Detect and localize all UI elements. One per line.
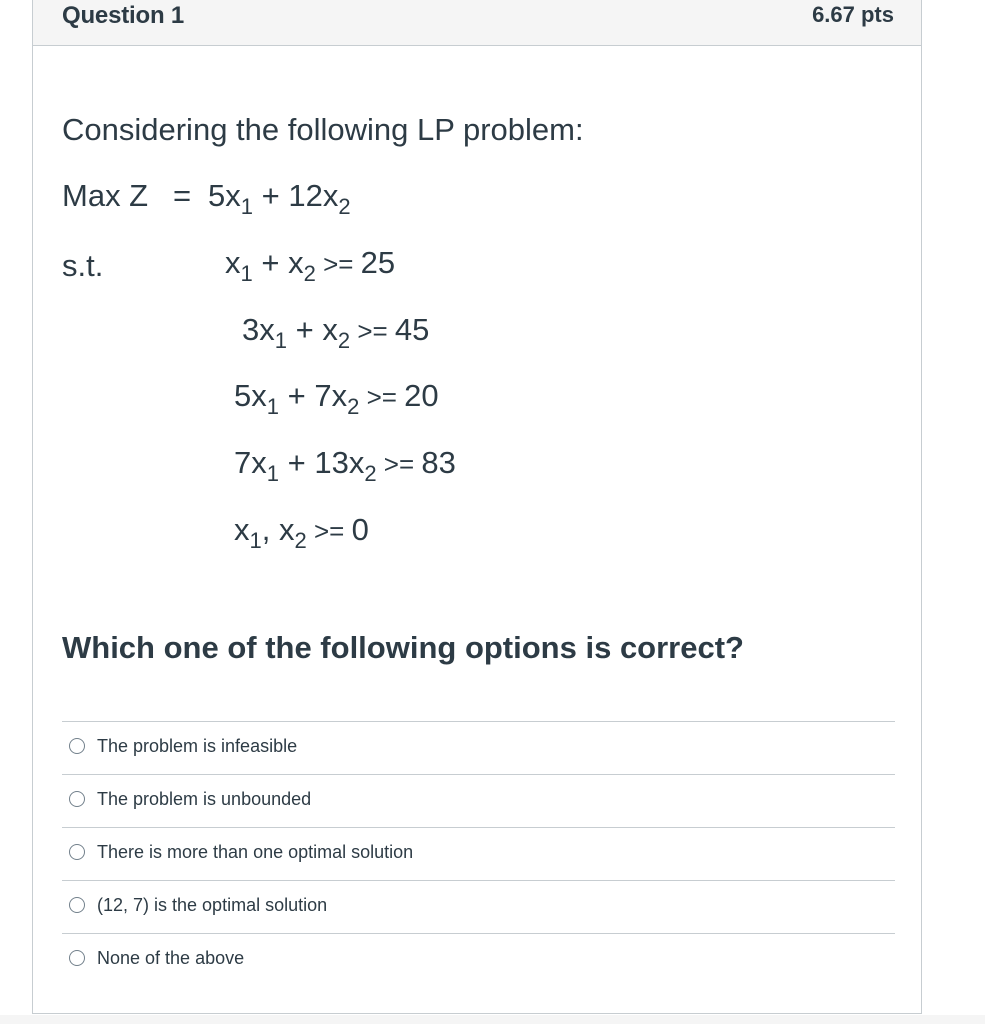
constraint-5-rhs: 0 bbox=[351, 512, 369, 547]
constraint-3 bbox=[234, 378, 439, 419]
constraint-2-sub-b: 2 bbox=[337, 328, 351, 353]
objective-term-1: 5x bbox=[208, 178, 241, 213]
constraint-4-rhs: 83 bbox=[421, 445, 456, 480]
answer-label[interactable]: (12, 7) is the optimal solution bbox=[97, 895, 328, 915]
constraint-2 bbox=[242, 312, 430, 353]
objective-term-2: 12x bbox=[288, 178, 339, 213]
constraint-3-relation: >= bbox=[359, 382, 405, 412]
constraint-2-rhs: 45 bbox=[394, 312, 430, 347]
answer-label[interactable]: The problem is unbounded bbox=[97, 789, 312, 809]
page-margin-right bbox=[923, 0, 985, 1024]
constraint-3-term-b: 7x bbox=[314, 378, 348, 413]
constraint-2-sub-a: 1 bbox=[274, 328, 287, 353]
question-points: 6.67 pts bbox=[812, 2, 894, 27]
answer-option-none-of-above[interactable] bbox=[62, 933, 895, 986]
constraint-1-term-a: x bbox=[225, 245, 241, 280]
answer-option-multiple-optima[interactable] bbox=[62, 827, 895, 880]
constraint-2-operator: + bbox=[287, 312, 323, 347]
question-card bbox=[32, 0, 922, 1014]
question-title: Question 1 bbox=[62, 2, 185, 29]
objective-equals: = bbox=[173, 178, 192, 213]
constraint-5-sub-b: 2 bbox=[294, 528, 307, 553]
question-header bbox=[33, 0, 921, 46]
constraint-3-sub-a: 1 bbox=[266, 394, 279, 419]
constraint-5-operator: , bbox=[261, 512, 279, 547]
constraint-3-term-a: 5x bbox=[234, 378, 267, 413]
radio-unchecked-icon[interactable] bbox=[69, 738, 85, 754]
problem-intro: Considering the following LP problem: bbox=[62, 112, 584, 147]
constraint-3-operator: + bbox=[279, 378, 315, 413]
constraint-1-operator: + bbox=[252, 245, 289, 280]
constraint-3-rhs: 20 bbox=[404, 378, 439, 413]
objective-operator: + bbox=[253, 178, 289, 213]
answer-label[interactable]: There is more than one optimal solution bbox=[97, 842, 414, 862]
constraint-4-term-a: 7x bbox=[234, 445, 267, 480]
constraint-5 bbox=[234, 512, 369, 553]
constraint-4-operator: + bbox=[279, 445, 315, 480]
constraint-2-relation: >= bbox=[350, 316, 395, 346]
constraint-4-sub-a: 1 bbox=[266, 461, 279, 486]
constraint-3-sub-b: 2 bbox=[347, 394, 360, 419]
constraint-5-relation: >= bbox=[306, 516, 352, 546]
answer-option-infeasible[interactable] bbox=[62, 721, 895, 774]
constraint-5-term-b: x bbox=[278, 512, 295, 547]
subject-to-label: s.t. bbox=[62, 248, 104, 283]
answer-option-unbounded[interactable] bbox=[62, 774, 895, 827]
constraint-4-term-b: 13x bbox=[314, 445, 365, 480]
radio-unchecked-icon[interactable] bbox=[69, 897, 85, 913]
radio-unchecked-icon[interactable] bbox=[69, 791, 85, 807]
answer-label[interactable]: The problem is infeasible bbox=[97, 736, 298, 756]
constraint-5-term-a: x bbox=[234, 512, 250, 547]
objective-label: Max Z bbox=[62, 178, 149, 213]
answer-list bbox=[62, 721, 895, 986]
constraint-2-term-a: 3x bbox=[242, 312, 275, 347]
objective-sub-2: 2 bbox=[338, 194, 351, 219]
objective-sub-1: 1 bbox=[240, 194, 253, 219]
page-margin-bottom bbox=[0, 1015, 985, 1024]
answer-option-12-7-optimal[interactable] bbox=[62, 880, 895, 933]
constraint-4 bbox=[234, 445, 456, 486]
objective-expression bbox=[208, 178, 351, 219]
constraint-4-sub-b: 2 bbox=[364, 461, 377, 486]
constraint-1-sub-b: 2 bbox=[303, 261, 316, 286]
radio-unchecked-icon[interactable] bbox=[69, 844, 85, 860]
constraint-1-rhs: 25 bbox=[360, 245, 396, 280]
radio-unchecked-icon[interactable] bbox=[69, 950, 85, 966]
constraint-1-term-b: x bbox=[288, 245, 304, 280]
constraint-1-relation: >= bbox=[315, 249, 361, 279]
question-prompt: Which one of the following options is correct? bbox=[62, 630, 744, 665]
constraint-4-relation: >= bbox=[376, 449, 422, 479]
constraint-1 bbox=[225, 245, 396, 286]
constraint-1-sub-a: 1 bbox=[240, 261, 253, 286]
constraint-2-term-b: x bbox=[322, 312, 338, 347]
answer-label[interactable]: None of the above bbox=[97, 948, 245, 968]
constraint-5-sub-a: 1 bbox=[249, 528, 262, 553]
